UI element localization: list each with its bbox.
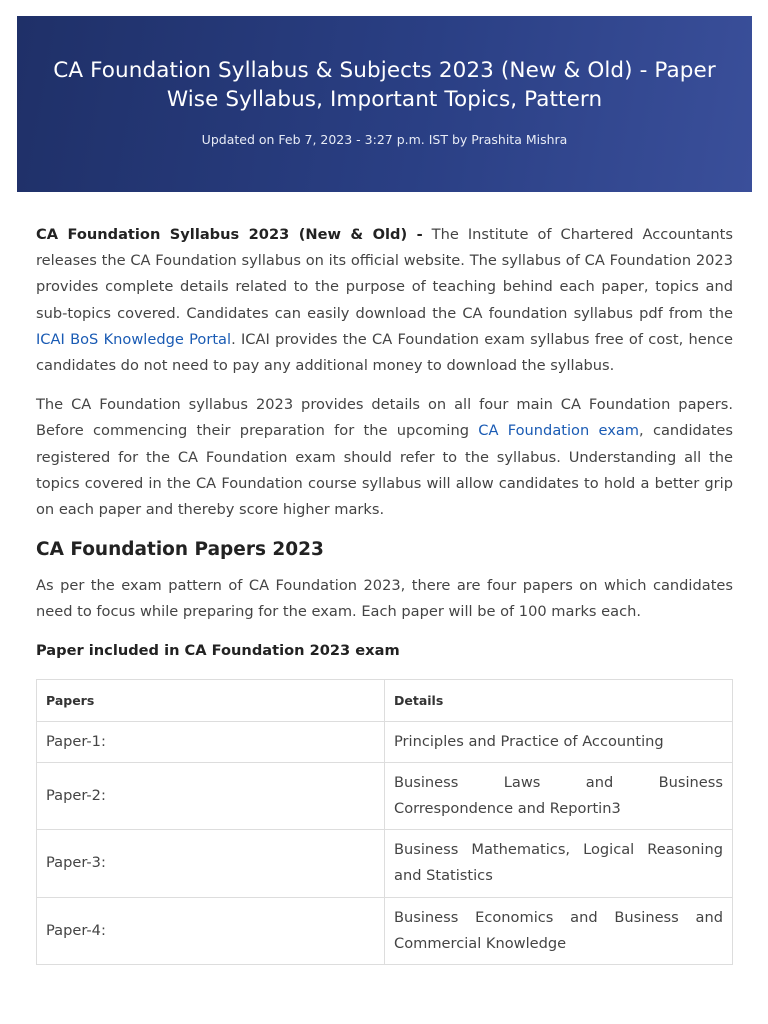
updated-byline: Updated on Feb 7, 2023 - 3:27 p.m. IST by Prashita Mishra	[201, 132, 568, 147]
overview-paragraph	[36, 392, 733, 523]
page-title: CA Foundation Syllabus & Subjects 2023 (New & Old) - Paper Wise Syllabus, Important Topics, Pattern	[53, 58, 716, 112]
overview-text-2: , candidates registered for the CA Foundation exam should refer to the syllabus. Understanding all the topics covered in the CA Foundation course syllabus will allow candidates to hold a better grip on each paper and thereby score higher marks.	[36, 422, 734, 519]
intro-text-2: . ICAI provides the CA Foundation exam syllabus free of cost, hence candidates do not need to pay any additional money to download the syllabus.	[36, 330, 733, 375]
papers-column-header: Papers	[37, 679, 385, 721]
details-cell: Business Laws and Business Correspondence and Reportin3	[385, 762, 733, 829]
intro-lead: CA Foundation Syllabus 2023 (New & Old) -	[36, 226, 423, 243]
icai-bos-portal-link[interactable]: ICAI BoS Knowledge Portal	[36, 330, 232, 348]
table-row	[37, 721, 733, 762]
papers-table	[36, 679, 733, 965]
article-header	[17, 16, 752, 192]
table-row	[37, 897, 733, 964]
papers-heading: CA Foundation Papers 2023	[36, 539, 324, 561]
table-header-row	[37, 679, 733, 721]
paper-cell: Paper-1:	[37, 721, 385, 762]
paper-cell: Paper-3:	[37, 830, 385, 897]
paper-cell: Paper-2:	[37, 762, 385, 829]
details-cell: Business Economics and Business and Commercial Knowledge	[385, 897, 733, 964]
article-body	[36, 222, 733, 965]
details-column-header: Details	[385, 679, 733, 721]
table-row	[37, 830, 733, 897]
papers-subheading: Paper included in CA Foundation 2023 exam	[36, 641, 400, 659]
intro-paragraph	[36, 222, 733, 379]
details-cell: Principles and Practice of Accounting	[385, 721, 733, 762]
paper-cell: Paper-4:	[37, 897, 385, 964]
table-row	[37, 762, 733, 829]
ca-foundation-exam-link[interactable]: CA Foundation exam	[478, 422, 640, 440]
details-cell: Business Mathematics, Logical Reasoning and Statistics	[385, 830, 733, 897]
overview-text-1: The CA Foundation syllabus 2023 provides details on all four main CA Foundation papers. Before commencing their preparation for the upcoming	[36, 396, 733, 440]
intro-text-1: The Institute of Chartered Accountants releases the CA Foundation syllabus on its official website. The syllabus of CA Foundation 2023 provides complete details related to the purpose of teaching behind each paper, topics and sub-topics covered. Candidates can easily download the CA foundation syllabus pdf from the	[36, 226, 733, 322]
papers-paragraph: As per the exam pattern of CA Foundation 2023, there are four papers on which candidates need to focus while preparing for the exam. Each paper will be of 100 marks each.	[36, 577, 733, 621]
